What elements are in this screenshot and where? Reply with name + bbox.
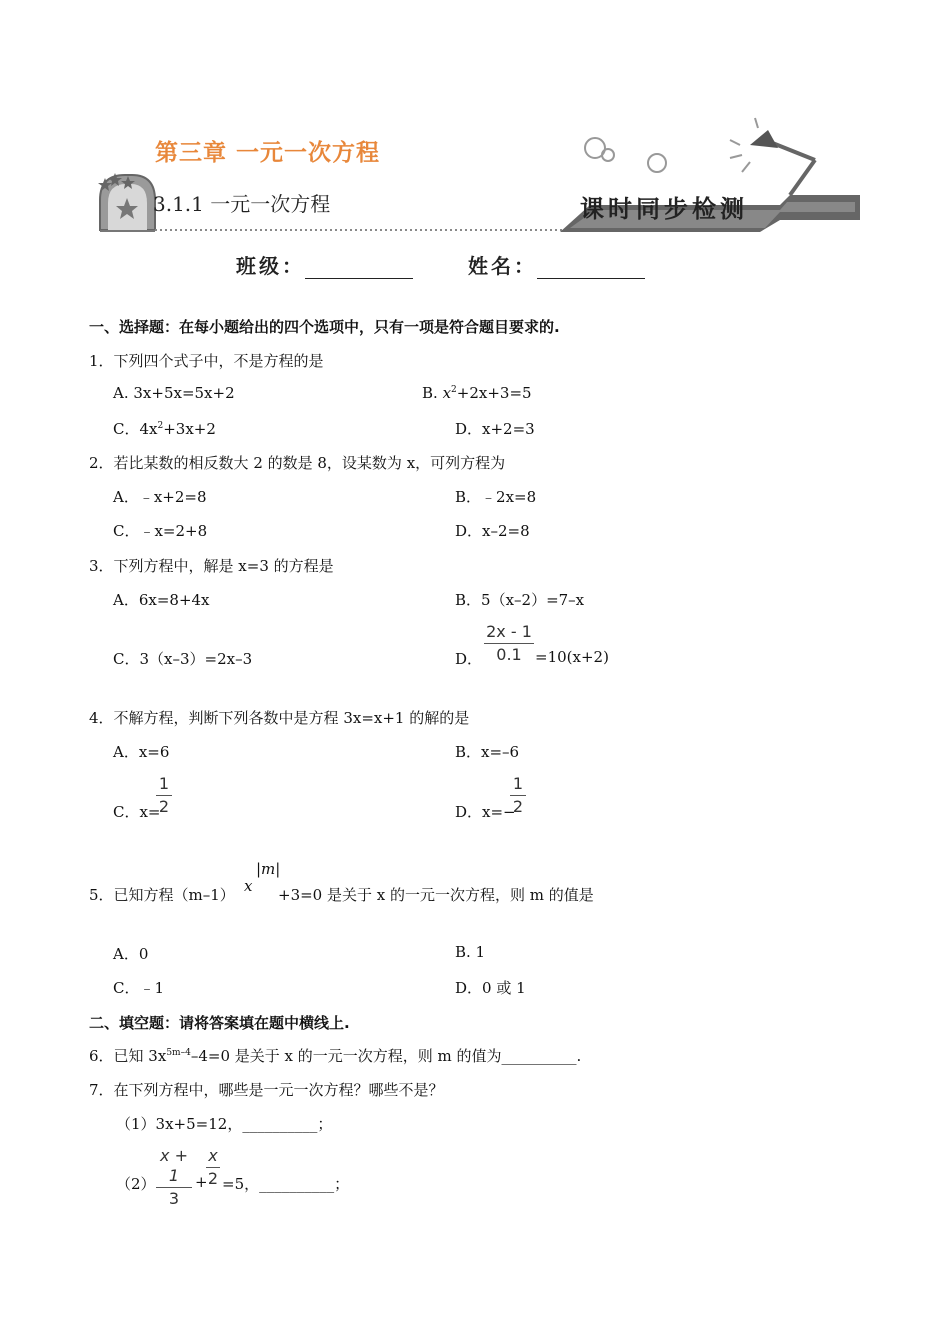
banner-title: 课时同步检测 bbox=[580, 194, 748, 223]
name-field bbox=[468, 250, 645, 279]
part2-heading: 二、填空题：请将答案填在题中横线上. bbox=[89, 1014, 350, 1032]
q3-option-d-rest: =10(x+2) bbox=[535, 648, 609, 666]
q5-base: x bbox=[244, 877, 253, 895]
q3-option-d-fraction: 2x - 1 0.1 bbox=[484, 622, 534, 665]
section-title: 3.1.1 一元一次方程 bbox=[153, 192, 331, 216]
star-badge-icon bbox=[98, 173, 155, 230]
q4-option-d-fraction: 1 2 bbox=[510, 774, 526, 817]
q5-option-a: A．0 bbox=[113, 945, 149, 963]
q7-item1: （1）3x+5=12，__________； bbox=[116, 1115, 333, 1133]
q2-stem: 2．若比某数的相反数大 2 的数是 8，设某数为 x，可列方程为 bbox=[89, 454, 506, 472]
q4-option-a: A．x=6 bbox=[113, 743, 170, 761]
q1-option-c: C．$4x^2+3x+2$ bbox=[113, 420, 216, 438]
q2-option-a: A．﹣x+2=8 bbox=[113, 488, 207, 506]
q5-stem-post: +3=0 是关于 x 的一元一次方程，则 m 的值是 bbox=[278, 886, 594, 904]
q5-exponent: |m| bbox=[256, 860, 281, 878]
q7-item2-fraction-2: x 2 bbox=[207, 1146, 219, 1188]
q7-item2-plus: + bbox=[195, 1173, 208, 1191]
q3-stem: 3．下列方程中，解是 x=3 的方程是 bbox=[89, 557, 334, 575]
q2-option-d: D．x–2=8 bbox=[455, 522, 530, 540]
q1-stem: 1．下列四个式子中，不是方程的是 bbox=[89, 352, 324, 370]
q7-item2-label: （2） bbox=[116, 1175, 156, 1193]
q7-item2-rest: =5，__________； bbox=[222, 1175, 350, 1193]
q7-stem: 7．在下列方程中，哪些是一元一次方程？哪些不是？ bbox=[89, 1081, 444, 1099]
class-blank[interactable] bbox=[305, 258, 413, 279]
q7-item2-fraction-1: x + 1 3 bbox=[156, 1146, 192, 1209]
class-label: 班级： bbox=[236, 254, 305, 278]
q4-option-c-fraction: 1 2 bbox=[156, 774, 172, 817]
q3-option-b: B．5（x–2）=7–x bbox=[455, 591, 585, 609]
q4-stem: 4．不解方程，判断下列各数中是方程 3x=x+1 的解的是 bbox=[89, 709, 470, 727]
q1-option-d: D．x+2=3 bbox=[455, 420, 535, 438]
q1-option-b: B. $x^2+2x+3=5$ bbox=[422, 384, 532, 402]
q3-option-a: A．6x=8+4x bbox=[113, 591, 210, 609]
q4-option-d-label: D．x=− bbox=[455, 803, 516, 821]
name-label: 姓名： bbox=[468, 254, 537, 278]
q5-option-b: B. 1 bbox=[455, 943, 486, 961]
q1-option-a: A. 3x+5x=5x+2 bbox=[113, 384, 235, 402]
chapter-title: 第三章 一元一次方程 bbox=[155, 140, 381, 166]
part1-heading: 一、选择题：在每小题给出的四个选项中，只有一项是符合题目要求的. bbox=[89, 318, 560, 336]
header-banner bbox=[90, 100, 865, 240]
q3-option-c: C．3（x–3）=2x–3 bbox=[113, 650, 253, 668]
q2-option-b: B．﹣2x=8 bbox=[455, 488, 537, 506]
name-blank[interactable] bbox=[537, 258, 645, 279]
q2-option-c: C．﹣x=2+8 bbox=[113, 522, 208, 540]
q3-option-d-label: D． bbox=[455, 650, 483, 668]
q4-option-b: B．x=–6 bbox=[455, 743, 520, 761]
q4-option-c-label: C．x= bbox=[113, 803, 161, 821]
q5-option-c: C．﹣1 bbox=[113, 979, 165, 997]
lamp-icon bbox=[730, 118, 815, 195]
q5-stem-pre: 5．已知方程（m–1） bbox=[89, 886, 235, 904]
q5-option-d: D．0 或 1 bbox=[455, 979, 526, 997]
class-field bbox=[236, 250, 413, 279]
q6-text: 6．已知 $3x^{5m-4}-4=0$ 是关于 x 的一元一次方程，则 m 的值为__________. bbox=[89, 1047, 582, 1065]
